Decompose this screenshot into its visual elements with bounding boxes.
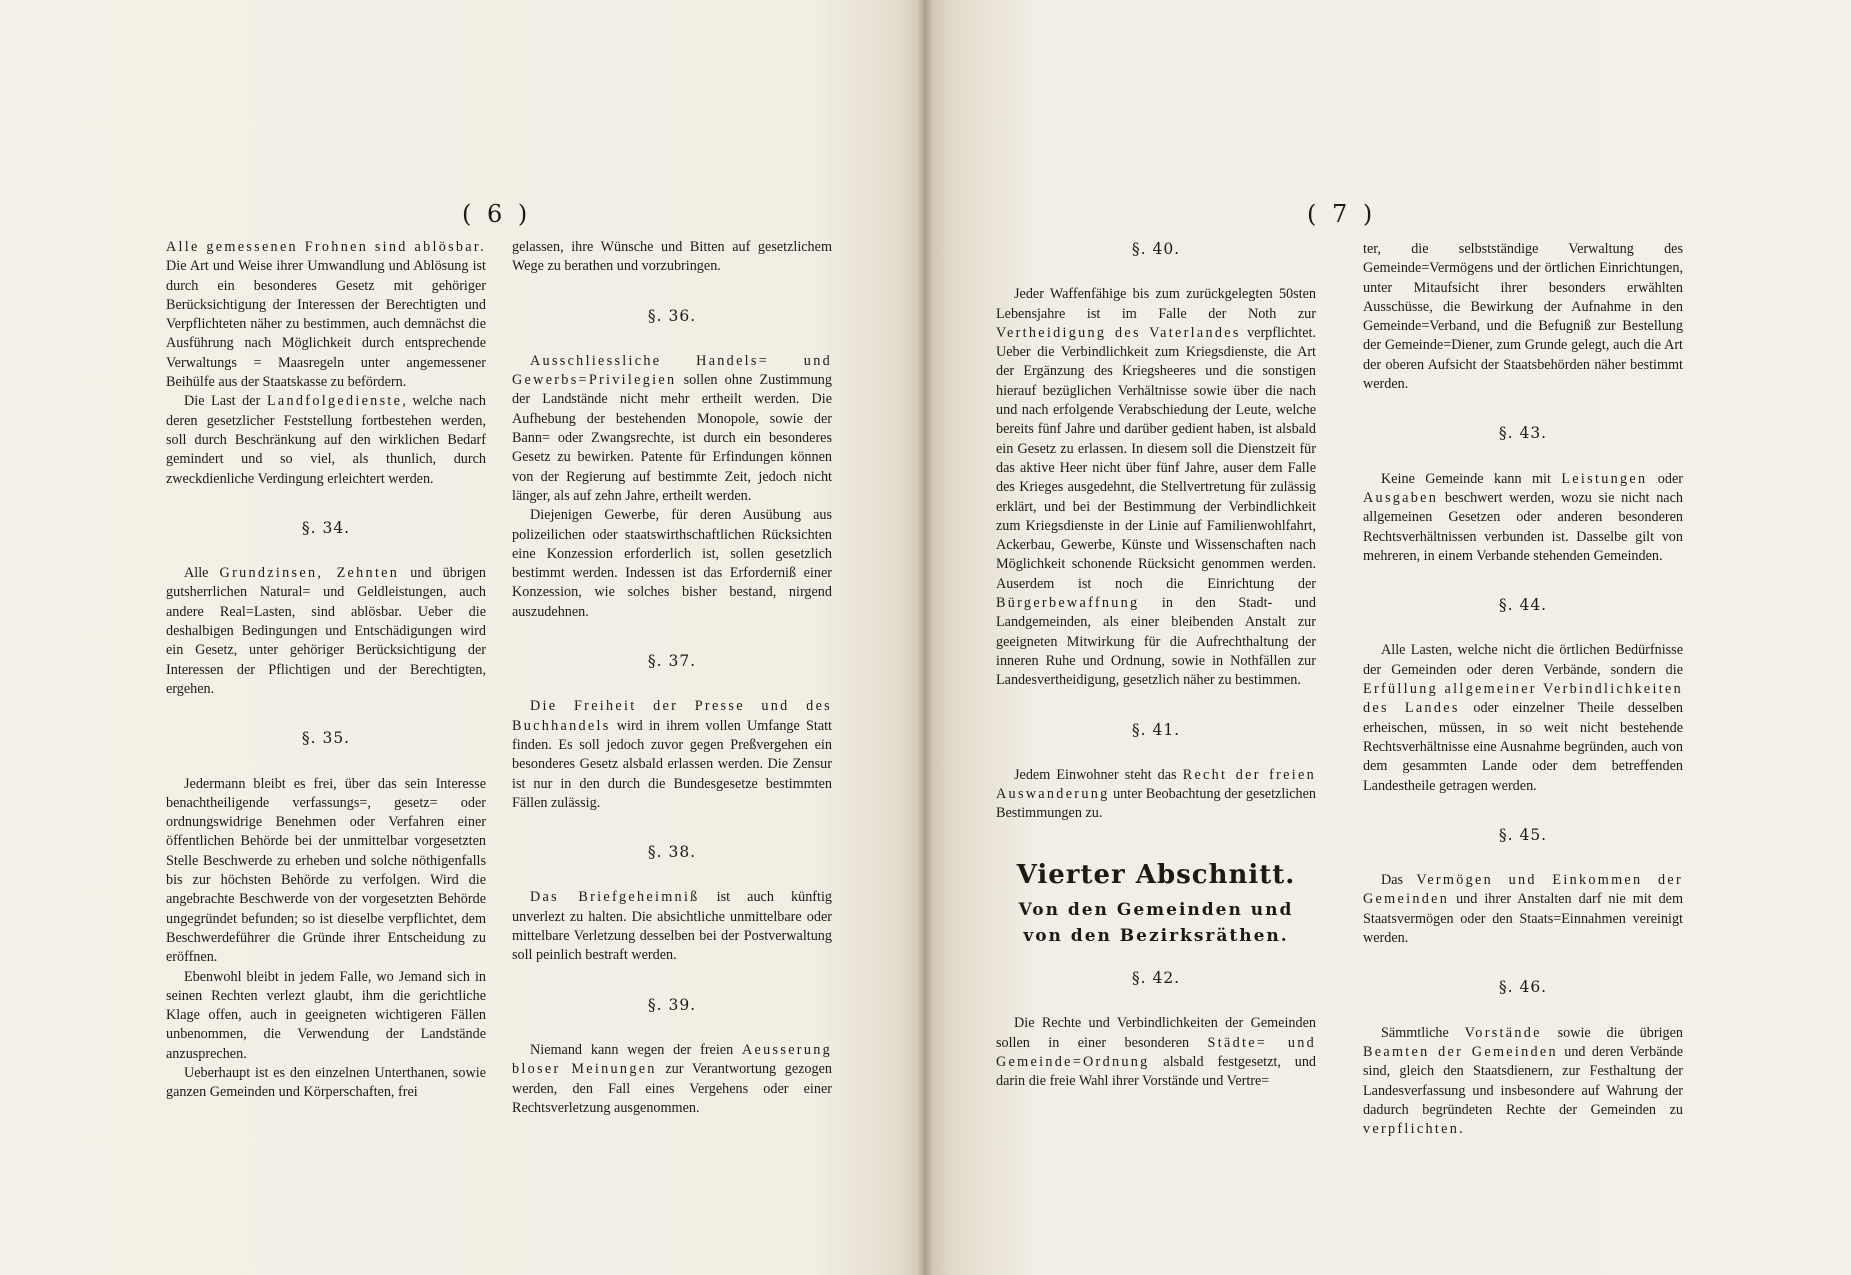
section-heading: §. 37. bbox=[647, 652, 697, 671]
section-heading: §. 46. bbox=[1498, 978, 1548, 997]
paragraph: Jedermann bleibt es frei, über das sein Interesse benachtheiligende verfassungs=, gesetz= oder ordnungswidrige Benehmen oder Verfahren einer öffentlichen Behörde bei der unmittelbar vorgesetzten Stelle Beschwerde zu erheben und solche nöthigenfalls bis zur höchsten Behörde zu verfolgen. Wird die angebrachte Beschwerde von der vorgesetzten Behörde ungegründet befunden; so ist dieselbe verpflichtet, dem Beschwerdeführer die Gründe ihrer Entscheidung zu eröffnen. bbox=[166, 775, 486, 966]
section-heading: §. 45. bbox=[1498, 825, 1548, 844]
page-number-right: ( 7 ) bbox=[1307, 200, 1377, 228]
paragraph: Diejenigen Gewerbe, für deren Ausübung aus polizeilichen oder staatswirthschaftlichen Rücksichten eine Konzession erforderlich ist, sollen gesetzlich bestimmt werden. Indessen ist das Erforderniß einer Konzession, wie solches bisher bestand, nirgend auszudehnen. bbox=[512, 507, 832, 620]
section-heading: §. 44. bbox=[1498, 596, 1548, 615]
paragraph: gelassen, ihre Wünsche und Bitten auf gesetzlichem Wege zu berathen und vorzubringen. bbox=[512, 239, 832, 275]
paragraph: Jeder Waffenfähige bis zum zurückgelegten 50sten Lebensjahre ist im Falle der Noth zur Vertheidigung des Vaterlandes verpflichtet. Ueber die Verbindlichkeit zum Kriegsdienste, die Art der Ergänzung des Kriegsheeres und die sonstigen hierauf bezüglichen Verhältnisse sowie über die nach und nach erfolgende Verabschiedung der Leute, welche bereits fünf Jahre und darüber gedient haben, ist alsbald ein Gesetz zu erlassen. In diesem soll die Dienstzeit für das aktive Heer nicht über fünf Jahre, auser dem Falle des Krieges ausgedehnt, die Stellvertretung für zulässig erklärt, und bei der Bestimmung der Verbindlichkeit zum Kriegsdienste in der Linie auf Familienwohlfahrt, Ackerbau, Gewerbe, Künste und Wissenschaften nach Möglichkeit schonende Rücksicht genommen werden. Auserdem ist noch die Einrichtung der Bürgerbewaffnung in den Stadt- und Landgemeinden, als einer bleibenden Anstalt zur geeigneten Mitwirkung für die Aufrechthaltung der inneren Ruhe und Ordnung, sowie in Nothfällen zur Landesvertheidigung, gesetzlich näher zu bestimmen. bbox=[996, 286, 1316, 689]
page-number-left: ( 6 ) bbox=[462, 200, 532, 228]
paragraph: Alle gemessenen Frohnen sind ablösbar. Die Art und Weise ihrer Umwandlung und Ablösung ist durch ein besonderes Gesetz mit gehöriger Berücksichtigung der Interessen der Berechtigten und Verpflichteten näher zu bestimmen, auch demnächst die Ausführung nach Möglichkeit durch entsprechende Verwaltungs = Maasregeln unter angemessener Beihülfe aus der Staatskasse zu befördern. bbox=[166, 239, 486, 391]
section-heading: §. 35. bbox=[301, 729, 351, 748]
section-heading: §. 39. bbox=[647, 995, 697, 1014]
section-heading: §. 41. bbox=[1131, 720, 1181, 739]
paragraph: Das Vermögen und Einkommen der Gemeinden und ihrer Anstalten darf nie mit dem Staatsvermögen oder den Staats=Einnahmen vereinigt werden. bbox=[1363, 872, 1684, 947]
paragraph: Das Briefgeheimniß ist auch künftig unverlezt zu halten. Die absichtliche unmittelbare oder mittelbare Verletzung desselben bei der Postverwaltung soll peinlich bestraft werden. bbox=[512, 889, 832, 964]
book-gutter bbox=[917, 0, 933, 1275]
paragraph: Niemand kann wegen der freien Aeusserung bloser Meinungen zur Verantwortung gezogen werden, den Fall eines Vergehens oder einer Rechtsverletzung ausgenommen. bbox=[512, 1041, 833, 1116]
section-heading: §. 34. bbox=[301, 518, 351, 537]
paragraph: Ueberhaupt ist es den einzelnen Unterthanen, sowie ganzen Gemeinden und Körperschaften, frei bbox=[166, 1064, 486, 1101]
paragraph: Jedem Einwohner steht das Recht der freien Auswanderung unter Beobachtung der gesetzlichen Bestimmungen zu. bbox=[996, 766, 1317, 822]
left-column-1 bbox=[166, 238, 486, 1103]
section-heading: §. 36. bbox=[647, 306, 697, 325]
paragraph: Ebenwohl bleibt in jedem Falle, wo Jemand sich in seinen Rechten verlezt glaubt, ihm die gerichtliche Klage offen, auch in geeigneten wichtigeren Fällen unbenommen, die Verwendung der Landstände anzusprechen. bbox=[166, 968, 486, 1062]
section-heading: §. 38. bbox=[647, 843, 697, 862]
paragraph: Alle Lasten, welche nicht die örtlichen Bedürfnisse der Gemeinden oder deren Verbände, sondern die Erfüllung allgemeiner Verbindlichkeiten des Landes oder einzelner Theile desselben erheischen, müssen, in so weit nicht bestehende Rechtsverhältnisse eine Ausnahme begründen, auch von dem gesammten Lande oder dem betreffenden Landestheile getragen werden. bbox=[1363, 642, 1683, 794]
right-column-1 bbox=[996, 240, 1316, 1092]
chapter-title: Vierter Abschnitt. bbox=[1016, 859, 1296, 890]
paragraph: Sämmtliche Vorstände sowie die übrigen Beamten der Gemeinden und deren Verbände sind, gleich den Staatsdienern, zur Festhaltung der Landesverfassung und insbesondere auf Wahrung der dadurch begründeten Rechte der Gemeinden zu verpflichten. bbox=[1363, 1024, 1683, 1138]
chapter-subtitle: Von den Gemeinden und von den Bezirksräthen. bbox=[1018, 900, 1294, 947]
section-heading: §. 40. bbox=[1131, 240, 1181, 258]
paragraph: Die Last der Landfolgedienste, welche nach deren gesetzlicher Feststellung fortbestehen werden, soll durch Beschränkung auf den wirklichen Bedarf gemindert und so viel, als thunlich, durch zweckdienliche Verdingung erleichtert werden. bbox=[166, 393, 486, 487]
paragraph: Ausschliessliche Handels= und Gewerbs=Privilegien sollen ohne Zustimmung der Landstände nicht mehr ertheilt werden. Die Aufhebung der bestehenden Monopole, sowie der Bann= oder Zwangsrechte, ist durch ein besonderes Gesetz zu bewirken. Patente für Erfindungen können von der Regierung auf bestimmte Zeit, jedoch nicht länger, als auf zehn Jahre, ertheilt werden. bbox=[512, 352, 832, 504]
paragraph: Alle Grundzinsen, Zehnten und übrigen gutsherrlichen Natural= und Geldleistungen, auch andere Real=Lasten, sind ablösbar. Ueber die deshalbigen Bedingungen und Entschädigungen wird ein Gesetz, unter gehöriger Berücksichtigung der Interessen der Pflichtigen und der Berechtigten, ergehen. bbox=[166, 565, 487, 697]
right-column-2 bbox=[1363, 240, 1683, 1139]
left-column-2 bbox=[512, 238, 832, 1118]
paragraph: Keine Gemeinde kann mit Leistungen oder Ausgaben beschwert werden, wozu sie nicht nach allgemeinen Gesetzen oder anderen besonderen Rechtsverhältnissen verbunden ist. Dasselbe gilt von mehreren, in einem Verbande stehenden Gemeinden. bbox=[1363, 470, 1684, 564]
section-heading: §. 43. bbox=[1498, 424, 1548, 443]
paragraph: Die Rechte und Verbindlichkeiten der Gemeinden sollen in einer besonderen Städte= und Gemeinde=Ordnung alsbald festgesetzt, und darin die freie Wahl ihrer Vorstände und Vertre= bbox=[996, 1015, 1317, 1090]
paragraph: Die Freiheit der Presse und des Buchhandels wird in ihrem vollen Umfange Statt finden. Es soll jedoch zuvor gegen Preßvergehen ein besonderes Gesetz alsbald erlassen werden. Die Zensur ist nur in den durch die Bundesgesetze bestimmten Fällen zulässig. bbox=[512, 698, 832, 811]
paragraph: ter, die selbstständige Verwaltung des Gemeinde=Vermögens und der örtlichen Einrichtungen, unter Mitaufsicht ihrer besonders erwählten Ausschüsse, die Bewirkung der Aufnahme in den Gemeinde=Verband, und die Befugniß zur Bestellung der Gemeinde=Diener, zum Grunde gelegt, auch die Art der oberen Aufsicht der Staatsbehörden näher bestimmt werden. bbox=[1363, 241, 1683, 393]
section-heading: §. 42. bbox=[1131, 969, 1181, 988]
